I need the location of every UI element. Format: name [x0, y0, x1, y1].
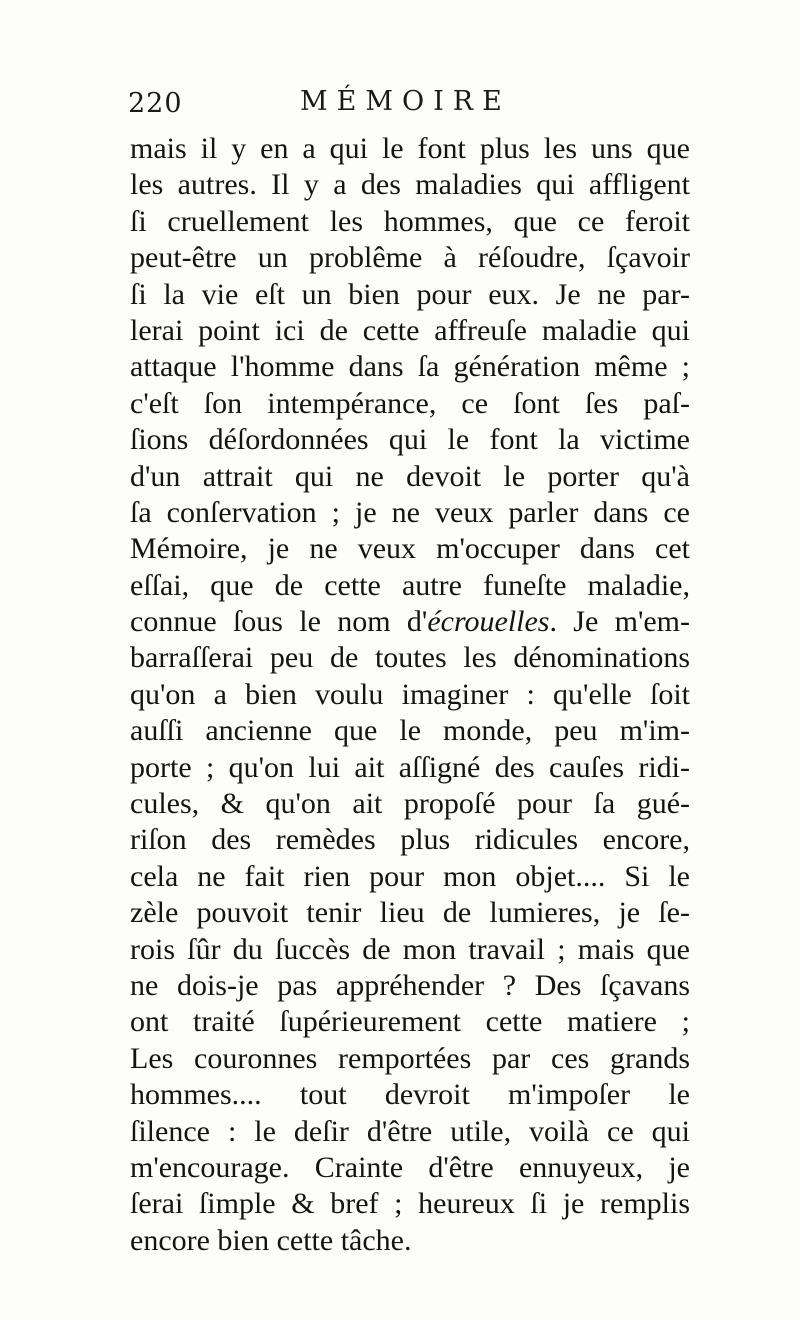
page-header: [128, 86, 684, 126]
text-line: lerai point ici de cette affreuſe maladie qui: [130, 313, 690, 347]
body-text: [130, 131, 690, 1259]
text-line: cules, & qu'on ait propoſé pour ſa gué-: [130, 787, 690, 821]
text-line: porte ; qu'on lui ait aſſigné des cauſes ridi-: [130, 750, 690, 784]
italic-term: écrouelles: [427, 605, 550, 639]
text-line-last: encore bien cette tâche.: [130, 1223, 412, 1257]
text-line: qu'on a bien voulu imaginer : qu'elle ſoit: [130, 677, 690, 711]
text-line: c'eſt ſon intempérance, ce ſont ſes paſ-: [130, 386, 690, 420]
text-line: attaque l'homme dans ſa génération même ;: [130, 350, 690, 384]
text-line-with-italic: [130, 604, 690, 640]
page-number: 220: [128, 88, 183, 119]
text-line: m'encourage. Crainte d'être ennuyeux, je: [130, 1150, 690, 1184]
text-segment: connue ſous le nom d': [130, 605, 428, 639]
text-line: ſerai ſimple & bref ; heureux ſi je remplis: [130, 1187, 690, 1221]
text-line: ſions déſordonnées qui le font la victime: [130, 423, 690, 457]
text-line: peut-être un problême à réſoudre, ſçavoir: [130, 241, 690, 275]
text-line: ne dois-je pas appréhender ? Des ſçavans: [130, 968, 690, 1002]
text-line: les autres. Il y a des maladies qui affligent: [130, 168, 690, 202]
text-line: Mémoire, je ne veux m'occuper dans cet: [130, 532, 690, 566]
text-line: rois ſûr du ſuccès de mon travail ; mais que: [130, 932, 690, 966]
text-line: Les couronnes remportées par ces grands: [130, 1041, 690, 1075]
text-line: hommes.... tout devroit m'impoſer le: [130, 1078, 690, 1112]
text-line: d'un attrait qui ne devoit le porter qu'à: [130, 459, 690, 493]
text-line: ſi la vie eſt un bien pour eux. Je ne par-: [130, 277, 690, 311]
text-line: zèle pouvoit tenir lieu de lumieres, je ſe-: [130, 896, 690, 930]
text-line: eſſai, que de cette autre funeſte maladie,: [130, 568, 690, 602]
text-line: riſon des remèdes plus ridicules encore,: [130, 823, 690, 857]
text-line: ſilence : le deſir d'être utile, voilà ce qui: [130, 1114, 690, 1148]
text-line: ont traité ſupérieurement cette matiere ;: [130, 1005, 690, 1039]
text-segment: . Je m'em-: [549, 605, 690, 639]
text-line: ſa conſervation ; je ne veux parler dans ce: [130, 495, 690, 529]
text-line: auſſi ancienne que le monde, peu m'im-: [130, 714, 690, 748]
text-line: cela ne fait rien pour mon objet.... Si le: [130, 859, 690, 893]
running-title: MÉMOIRE: [300, 86, 511, 117]
text-line: ſi cruellement les hommes, que ce feroit: [130, 204, 690, 238]
text-line: barraſſerai peu de toutes les dénominations: [130, 641, 690, 675]
text-line: mais il y en a qui le font plus les uns que: [130, 132, 690, 165]
